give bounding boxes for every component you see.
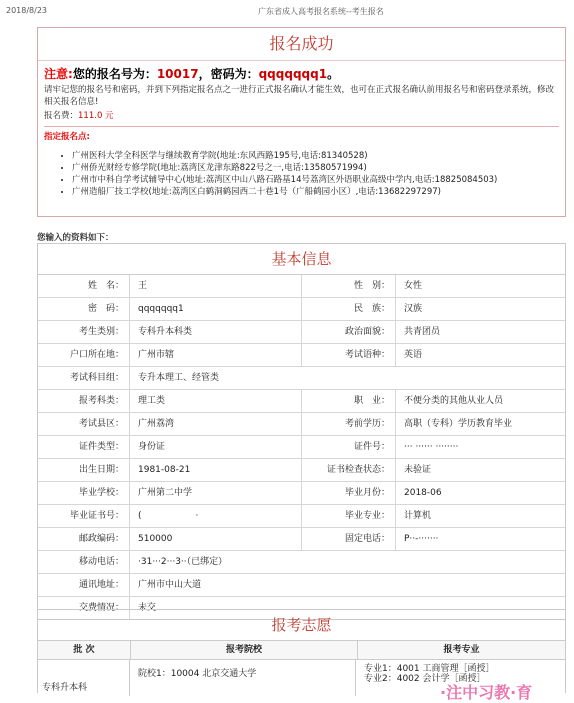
preference-header-row: [38, 641, 565, 660]
field-label: 报考科类：: [38, 390, 130, 412]
col-major: 报考专业: [443, 645, 480, 655]
field-label: 性 别：: [302, 275, 396, 297]
field-label: 固定电话：: [302, 528, 396, 550]
field-label: 毕业学校：: [38, 482, 130, 504]
field-label: 毕业证书号：: [38, 505, 130, 527]
success-panel: [37, 27, 566, 217]
field-label: 考前学历：: [302, 413, 396, 435]
field-label: 证书检查状态：: [302, 459, 396, 481]
list-item: • 广州医科大学全科医学与继续教育学院(地址:东风西路195号,电话:81340528): [72, 150, 559, 162]
field-label: 交费情况：: [38, 597, 130, 619]
password-value: qqqqqqq1: [258, 67, 328, 81]
field-label: 出生日期：: [38, 459, 130, 481]
field-value: 王: [130, 275, 302, 297]
field-value: 广州荔湾: [130, 413, 302, 435]
print-date: 2018/8/23: [6, 6, 48, 15]
table-row: [38, 367, 565, 390]
list-item: • 广州侨光财经专修学院(地址:荔湾区龙津东路822号之一,电话:13580571994): [72, 162, 559, 174]
field-label: 户口所在地：: [38, 344, 130, 366]
field-label: 考生类别：: [38, 321, 130, 343]
preference-title: 报考志愿: [38, 610, 565, 641]
field-label: 姓 名：: [38, 275, 130, 297]
field-value: ··· ······ ········: [404, 442, 459, 452]
divider: [44, 126, 559, 127]
points-label: 指定报名点:: [44, 132, 90, 142]
field-value: 共青团员: [404, 327, 441, 337]
page-title: 广东省成人高考报名系统--考生报名: [258, 7, 384, 16]
major-2: 专业2：4002 会计学［函授］: [364, 674, 486, 684]
table-row: [38, 574, 565, 597]
field-value: P··-·······: [404, 534, 439, 544]
watermark: ·注中习教·育: [440, 683, 533, 702]
field-value: 高职（专科）学历教育毕业: [404, 419, 513, 429]
instruction-note: 请牢记您的报名号和密码，并到下列指定报名点之一进行正式报名确认才能生效，也可在正式报名确认前用报名号和密码登录系统，修改相关报名信息!: [44, 85, 555, 107]
field-value: 广州第二中学: [130, 482, 302, 504]
list-item: • 广州市中科自学考试辅导中心(地址:荔湾区中山八路石路基14号荔湾区外语职业高级中学内,电话:18825084503): [72, 174, 559, 186]
field-label: 政治面貌：: [302, 321, 396, 343]
table-row: [38, 413, 565, 436]
table-row: [38, 321, 565, 344]
fee-value: 111.0 元: [78, 111, 114, 121]
field-value: 不便分类的其他从业人员: [404, 396, 504, 406]
field-value: 汉族: [404, 304, 423, 314]
field-value: 身份证: [130, 436, 302, 458]
field-label: 毕业月份：: [302, 482, 396, 504]
table-row: [38, 459, 565, 482]
school-value: 院校1：10004 北京交通大学: [130, 660, 356, 696]
field-label: 职 业：: [302, 390, 396, 412]
table-row: [38, 551, 565, 574]
field-value: 未交: [138, 603, 157, 613]
field-label: 毕业专业：: [302, 505, 396, 527]
field-label: 考试县区：: [38, 413, 130, 435]
table-row: [38, 528, 565, 551]
table-row: [38, 390, 565, 413]
field-label: 通讯地址：: [38, 574, 130, 596]
field-value: 专升本理工、经管类: [138, 373, 220, 383]
section-intro: 您输入的资料如下：: [37, 233, 114, 243]
field-label: 邮政编码：: [38, 528, 130, 550]
registration-points-list: [44, 150, 559, 198]
field-label: 证件类型：: [38, 436, 130, 458]
table-row: [38, 436, 565, 459]
major-1: 专业1：4001 工商管理［函授］: [364, 664, 495, 674]
field-value: 广州市辖: [130, 344, 302, 366]
field-label: 移动电话：: [38, 551, 130, 573]
table-row: [38, 275, 565, 298]
list-item: • 广州造船厂技工学校(地址:荔湾区白鹤洞鹤园西二十巷1号（广船鹤园小区）,电话:13682297297): [72, 186, 559, 198]
table-row: [38, 505, 565, 528]
field-label: 密 码：: [38, 298, 130, 320]
batch-value: 专科升本科: [38, 660, 130, 696]
field-value: qqqqqqq1: [130, 298, 302, 320]
table-row: [38, 298, 565, 321]
field-value: 2018-06: [404, 488, 442, 498]
field-value: ( ·: [130, 505, 302, 527]
basic-info-title: 基本信息: [38, 244, 565, 275]
registration-number: 10017: [156, 67, 199, 81]
field-label: 考试科目组：: [38, 367, 130, 389]
field-label: 考试语种：: [302, 344, 396, 366]
table-row: [38, 482, 565, 505]
field-value: 510000: [130, 528, 302, 550]
field-value: 女性: [404, 281, 423, 291]
field-value: 未验证: [404, 465, 432, 475]
field-value: 英语: [404, 350, 423, 360]
success-title: 报名成功: [38, 28, 565, 61]
field-label: 证件号：: [302, 436, 396, 458]
field-label: 民 族：: [302, 298, 396, 320]
field-value: ·31···2···3··（已绑定）: [138, 557, 228, 567]
field-value: 1981-08-21: [130, 459, 302, 481]
field-value: 理工类: [130, 390, 302, 412]
col-batch: 批 次: [38, 641, 131, 659]
fee-line: 报名费：111.0 元: [44, 111, 114, 121]
field-value: 广州市中山大道: [138, 580, 202, 590]
field-value: 专科升本科类: [130, 321, 302, 343]
col-school: 报考院校: [131, 641, 358, 659]
table-row: [38, 344, 565, 367]
registration-summary: 注意:您的报名号为：10017，密码为：qqqqqqq1。: [44, 67, 340, 81]
page-header: [0, 0, 574, 22]
basic-info-table: [37, 243, 566, 620]
field-value: 计算机: [404, 511, 432, 521]
